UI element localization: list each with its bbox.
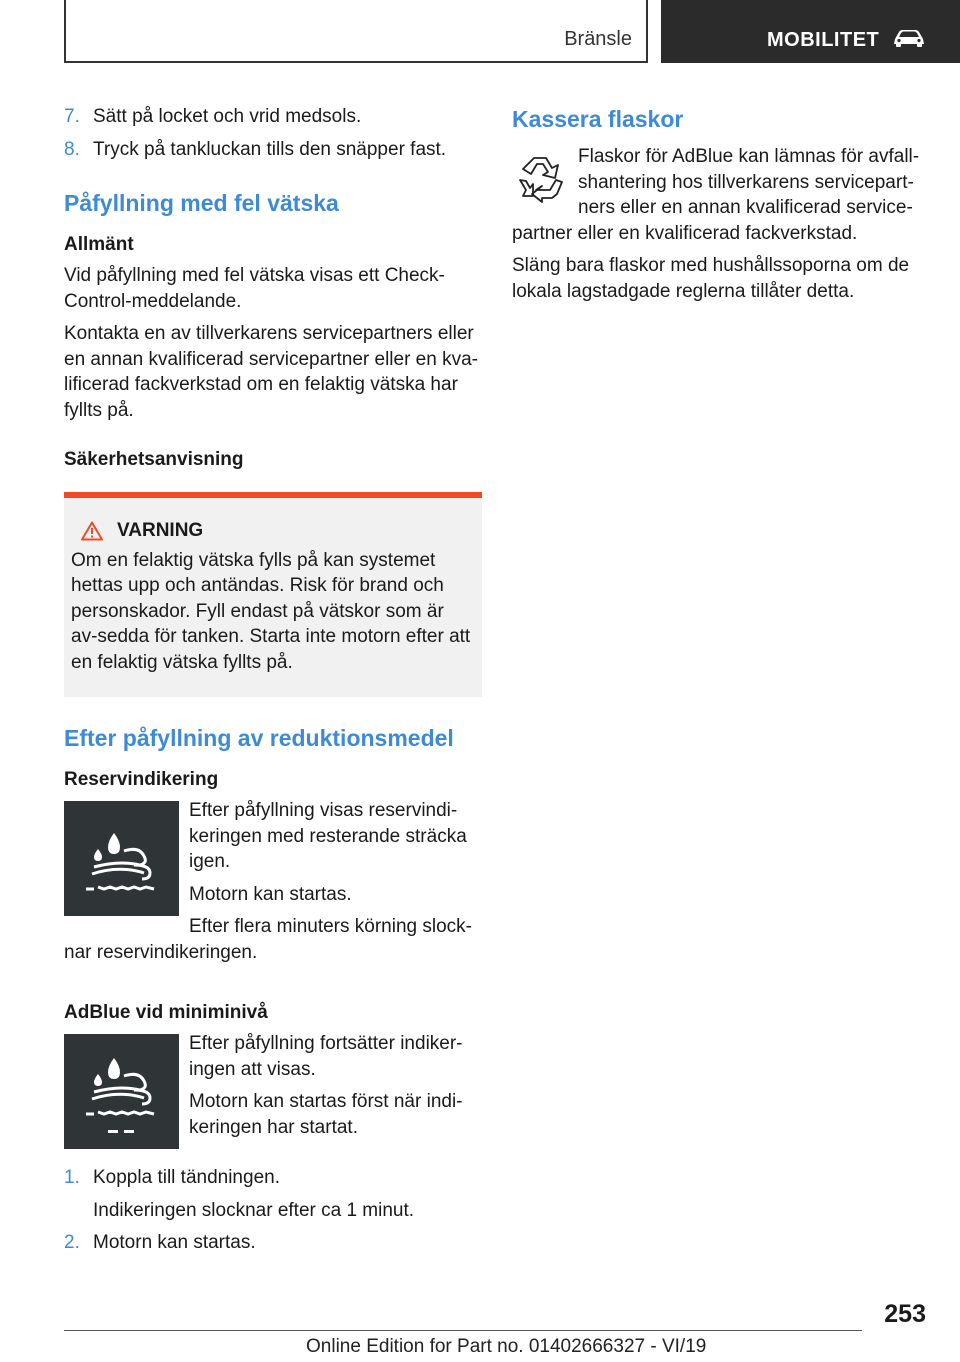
reserve-block (64, 798, 482, 972)
step-number: 2. (64, 1232, 80, 1253)
reserve-paragraph-2: Motorn kan startas. (189, 883, 352, 905)
paragraph-general-2: Kontakta en av tillverkarens servicepartners eller en annan kvalificerad servicepartner eller en kva-lificerad fackverkstad om en felaktig vätska har fyllts på. (64, 323, 478, 421)
header-section-box (64, 0, 648, 63)
list-item (64, 1165, 482, 1191)
step-text: Koppla till tändningen. (93, 1167, 280, 1188)
warning-box (64, 492, 482, 697)
heading-dispose-bottles: Kassera flaskor (512, 106, 684, 132)
step-text: Motorn kan startas. (93, 1232, 256, 1253)
step-text: Tryck på tankluckan tills den snäpper fast. (93, 138, 447, 160)
heading-after-refill: Efter påfyllning av reduktionsmedel (64, 725, 454, 751)
heading-minimum-level: AdBlue vid miniminivå (64, 1002, 268, 1023)
list-item (64, 104, 482, 130)
dispose-paragraph-1: Flaskor för AdBlue kan lämnas för avfall-shantering hos tillverkarens servicepart-ners eller en annan kvalificerad service-partner eller en kvalificerad fackverkstad. (512, 146, 920, 244)
minimum-paragraph-2: Motorn kan startas först när indi-keringen har startat. (189, 1091, 463, 1138)
step-text: Sätt på locket och vrid medsols. (93, 106, 362, 127)
step-note: Indikeringen slocknar efter ca 1 minut. (93, 1199, 415, 1221)
heading-general: Allmänt (64, 234, 134, 255)
right-column (512, 104, 922, 311)
minimum-block (64, 1031, 482, 1155)
left-column (64, 104, 482, 1263)
page-number: 253 (884, 1300, 926, 1328)
heading-safety: Säkerhetsanvisning (64, 449, 244, 470)
adblue-minimum-icon (64, 1034, 179, 1149)
recycle-icon-wrap (512, 150, 570, 210)
list-item (64, 137, 482, 163)
minimum-indicator-image (64, 1034, 179, 1149)
warning-triangle-icon (81, 521, 103, 541)
reserve-paragraph-1: Efter påfyllning visas reservindi-keringen med resterande sträcka igen. (189, 800, 467, 872)
recycle-icon (512, 150, 568, 206)
paragraph-general-1: Vid påfyllning med fel vätska visas ett Check-Control-meddelande. (64, 265, 445, 312)
header-section-title: Bränsle (564, 28, 632, 50)
heading-wrong-fluid: Påfyllning med fel vätska (64, 190, 339, 216)
header-chapter-box (661, 0, 960, 63)
warning-title: VARNING (117, 520, 204, 541)
warning-title-row (71, 518, 475, 544)
dispose-paragraph-2: Släng bara flaskor med hushållssoporna om de lokala lagstadgade reglerna tillåter detta. (512, 255, 910, 302)
step-number: 8. (64, 138, 80, 160)
adblue-reserve-icon (64, 801, 179, 916)
step-number: 7. (64, 106, 80, 127)
reserve-indicator-image (64, 801, 179, 916)
footer-divider (64, 1330, 862, 1331)
list-item (64, 1230, 482, 1256)
heading-reserve: Reservindikering (64, 769, 219, 790)
reserve-paragraph-3: Efter flera minuters körning slock-nar reservindikeringen. (64, 916, 472, 963)
header-chapter-title: MOBILITET (767, 29, 880, 51)
step-number: 1. (64, 1167, 80, 1188)
warning-text: Om en felaktig vätska fylls på kan systemet hettas upp och antändas. Risk för brand och personskador. Fyll endast på vätskor som är av-sedda för tanken. Starta inte motorn efter att en felaktig vätska fyllts på. (71, 549, 471, 673)
dispose-block (512, 144, 922, 253)
minimum-paragraph-1: Efter påfyllning fortsätter indiker-ingen att visas. (189, 1033, 463, 1080)
edition-text: Online Edition for Part no. 01402666327 - VI/19 (306, 1336, 707, 1357)
car-icon (892, 28, 926, 48)
